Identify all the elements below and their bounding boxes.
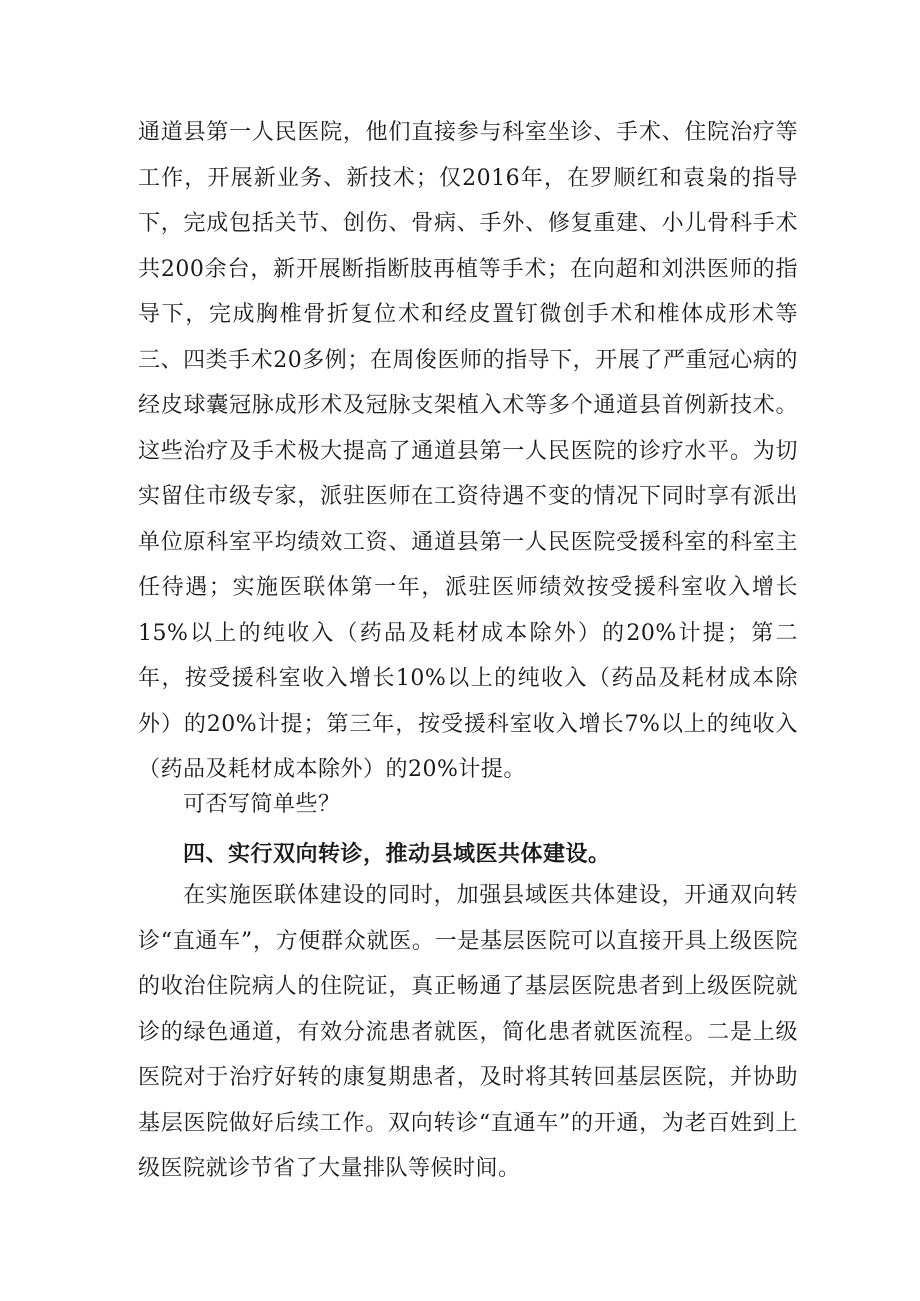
section-heading: 四、实行双向转诊，推动县域医共体建设。 <box>183 842 611 867</box>
body-paragraph-referral: 在实施医联体建设的同时，加强县域医共体建设，开通双向转诊“直通车”，方便群众就医。一是基层医院可以直接开具上级医院的收治住院病人的住院证，真正畅通了基层医院患者到上级医院就诊的绿色通道，有效分流患者就医，简化患者就医流程。二是上级医院对于治疗好转的康复期患者，及时将其转回基层医院，并协助基层医院做好后续工作。双向转诊“直通车”的开通，为老百姓到上级医院就诊节省了大量排队等候时间。 <box>138 883 798 1181</box>
comment-note: 可否写简单些？ <box>183 792 341 817</box>
body-paragraph-continued: 通道县第一人民医院，他们直接参与科室坐诊、手术、住院治疗等工作，开展新业务、新技术；仅2016年，在罗顺红和袁枭的指导下，完成包括关节、创伤、骨病、手外、修复重建、小儿骨科手术共200余台，新开展断指断肢再植等手术；在向超和刘洪医师的指导下，完成胸椎骨折复位术和经皮置钉微创手术和椎体成形术等三、四类手术20多例；在周俊医师的指导下，开展了严重冠心病的经皮球囊冠脉成形术及冠脉支架植入术等多个通道县首例新技术。这些治疗及手术极大提高了通道县第一人民医院的诊疗水平。为切实留住市级专家，派驻医师在工资待遇不变的情况下同时享有派出单位原科室平均绩效工资、通道县第一人民医院受援科室的科室主任待遇；实施医联体第一年，派驻医师绩效按受援科室收入增长15%以上的纯收入（药品及耗材成本除外）的20%计提；第二年，按受援科室收入增长10%以上的纯收入（药品及耗材成本除外）的20%计提；第三年，按受援科室收入增长7%以上的纯收入（药品及耗材成本除外）的20%计提。 <box>138 120 798 782</box>
